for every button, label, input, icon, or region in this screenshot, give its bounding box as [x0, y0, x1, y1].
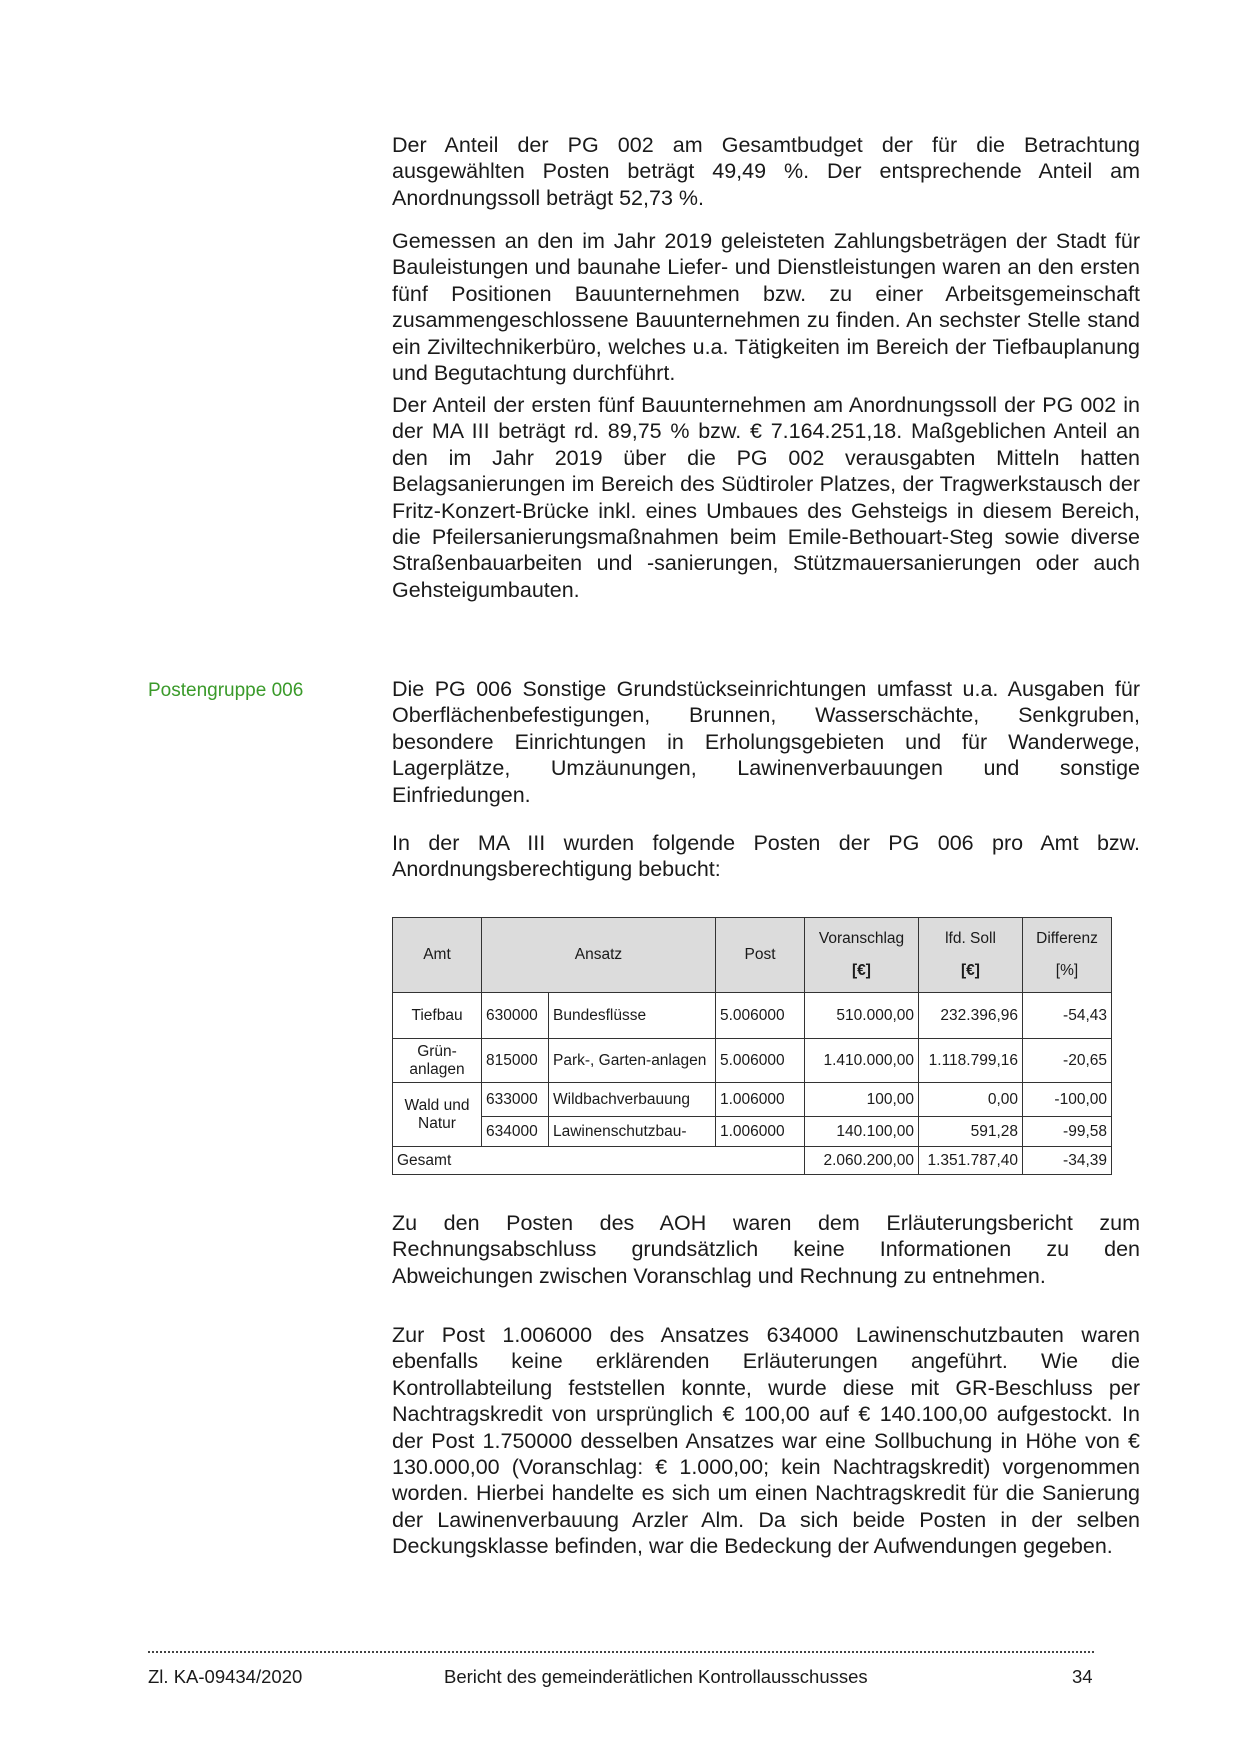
header-amt: Amt — [393, 918, 482, 993]
cell-total-soll: 1.351.787,40 — [919, 1147, 1023, 1175]
cell-post: 1.006000 — [716, 1117, 805, 1147]
footer-divider — [148, 1651, 1094, 1653]
paragraph-pg006-description: Die PG 006 Sonstige Grundstückseinrichtungen umfasst u.a. Ausgaben für Oberflächenbefestigungen, Brunnen, Wasserschächte, Senkgruben, besondere Einrichtungen in Erholungsgebieten und für Wanderwege, Lagerplätze, Umzäunungen, Lawinenverbauungen und sonstige Einfriedungen. — [392, 677, 1140, 807]
cell-ansatz-name: Lawinenschutzbau- — [549, 1117, 716, 1147]
cell-soll: 591,28 — [919, 1117, 1023, 1147]
cell-voranschlag: 100,00 — [805, 1083, 919, 1117]
posten-table — [392, 917, 1112, 1175]
cell-voranschlag: 140.100,00 — [805, 1117, 919, 1147]
paragraph-pg002-share: Der Anteil der PG 002 am Gesamtbudget der für die Betrachtung ausgewählten Posten beträgt 49,49 %. Der entsprechende Anteil am Anordnungssoll beträgt 52,73 %. — [392, 133, 1140, 210]
header-voranschlag-label: Voranschlag — [818, 930, 905, 947]
cell-ansatz-code: 630000 — [482, 993, 549, 1039]
table-row — [393, 993, 1112, 1039]
paragraph-aoh-info: Zu den Posten des AOH waren dem Erläuterungsbericht zum Rechnungsabschluss grundsätzlich keine Informationen zu den Abweichungen zwischen Voranschlag und Rechnung zu entnehmen. — [392, 1211, 1140, 1288]
side-label-postengruppe: Postengruppe 006 — [148, 680, 304, 701]
cell-post: 5.006000 — [716, 993, 805, 1039]
cell-ansatz-code: 815000 — [482, 1039, 549, 1083]
header-differenz-label: Differenz — [1036, 930, 1098, 947]
table-row — [393, 1039, 1112, 1083]
header-ansatz: Ansatz — [482, 918, 716, 993]
page-number: 34 — [1072, 1666, 1093, 1687]
cell-soll: 0,00 — [919, 1083, 1023, 1117]
header-soll-label: lfd. Soll — [945, 930, 996, 947]
cell-ansatz-name: Wildbachverbauung — [549, 1083, 716, 1117]
header-differenz — [1023, 918, 1112, 993]
header-post: Post — [716, 918, 805, 993]
table-row — [393, 1117, 1112, 1147]
cell-ansatz-name: Park-, Garten-anlagen — [549, 1039, 716, 1083]
header-differenz-unit: [%] — [1055, 962, 1079, 979]
cell-differenz: -99,58 — [1023, 1117, 1112, 1147]
cell-amt: Tiefbau — [393, 993, 482, 1039]
paragraph-payments-2019: Gemessen an den im Jahr 2019 geleisteten Zahlungsbeträgen der Stadt für Bauleistungen und baunahe Liefer- und Dienstleistungen waren an den ersten fünf Positionen Bauunternehmen bzw. zu einer Arbeitsgemeinschaft zusammengeschlossene Bauunternehmen zu finden. An sechster Stelle stand ein Ziviltechnikerbüro, welches u.a. Tätigkeiten im Bereich der Tiefbauplanung und Begutachtung durchführt. — [392, 229, 1140, 386]
paragraph-post-634000: Zur Post 1.006000 des Ansatzes 634000 Lawinenschutzbauten waren ebenfalls keine erklärenden Erläuterungen angeführt. Wie die Kontrollabteilung feststellen konnte, wurde diese mit GR-Beschluss per Nachtragskredit von ursprünglich € 100,00 auf € 140.100,00 aufgestockt. In der Post 1.750000 desselben Ansatzes war eine Sollbuchung in Höhe von € 130.000,00 (Voranschlag: € 1.000,00; kein Nachtragskredit) vorgenommen worden. Hierbei handelte es sich um einen Nachtragskredit für die Sanierung der Lawinenverbauung Arzler Alm. Da sich beide Posten in der selben Deckungsklasse befinden, war die Bedeckung der Aufwendungen gegeben. — [392, 1323, 1140, 1559]
cell-ansatz-name: Bundesflüsse — [549, 993, 716, 1039]
header-voranschlag — [805, 918, 919, 993]
cell-soll: 232.396,96 — [919, 993, 1023, 1039]
cell-differenz: -20,65 — [1023, 1039, 1112, 1083]
table-total-row — [393, 1147, 1112, 1175]
cell-total-label: Gesamt — [393, 1147, 805, 1175]
cell-amt: Wald und Natur — [393, 1083, 482, 1147]
paragraph-top-five-contractors: Der Anteil der ersten fünf Bauunternehmen am Anordnungssoll der PG 002 in der MA III beträgt rd. 89,75 % bzw. € 7.164.251,18. Maßgeblichen Anteil an den im Jahr 2019 über die PG 002 verausgabten Mitteln hatten Belagsanierungen im Bereich des Südtiroler Platzes, der Tragwerkstausch der Fritz-Konzert-Brücke inkl. eines Umbaues des Gehsteigs in diesem Bereich, die Pfeilersanierungsmaßnahmen beim Emile-Bethouart-Steg sowie diverse Straßenbauarbeiten und -sanierungen, Stützmauersanierungen oder auch Gehsteigumbauten. — [392, 393, 1140, 602]
cell-soll: 1.118.799,16 — [919, 1039, 1023, 1083]
header-soll-unit: [€] — [961, 962, 980, 979]
cell-voranschlag: 510.000,00 — [805, 993, 919, 1039]
cell-voranschlag: 1.410.000,00 — [805, 1039, 919, 1083]
table-header-row — [393, 918, 1112, 993]
cell-post: 5.006000 — [716, 1039, 805, 1083]
paragraph-table-intro: In der MA III wurden folgende Posten der PG 006 pro Amt bzw. Anordnungsberechtigung bebucht: — [392, 831, 1140, 882]
cell-differenz: -54,43 — [1023, 993, 1112, 1039]
cell-differenz: -100,00 — [1023, 1083, 1112, 1117]
cell-amt: Grün-anlagen — [393, 1039, 482, 1083]
table-row — [393, 1083, 1112, 1117]
cell-post: 1.006000 — [716, 1083, 805, 1117]
footer-reference: Zl. KA-09434/2020 — [148, 1666, 303, 1687]
header-soll — [919, 918, 1023, 993]
footer-title: Bericht des gemeinderätlichen Kontrollausschusses — [444, 1666, 868, 1687]
cell-total-voranschlag: 2.060.200,00 — [805, 1147, 919, 1175]
header-voranschlag-unit: [€] — [852, 962, 871, 979]
cell-ansatz-code: 634000 — [482, 1117, 549, 1147]
cell-ansatz-code: 633000 — [482, 1083, 549, 1117]
cell-total-differenz: -34,39 — [1023, 1147, 1112, 1175]
